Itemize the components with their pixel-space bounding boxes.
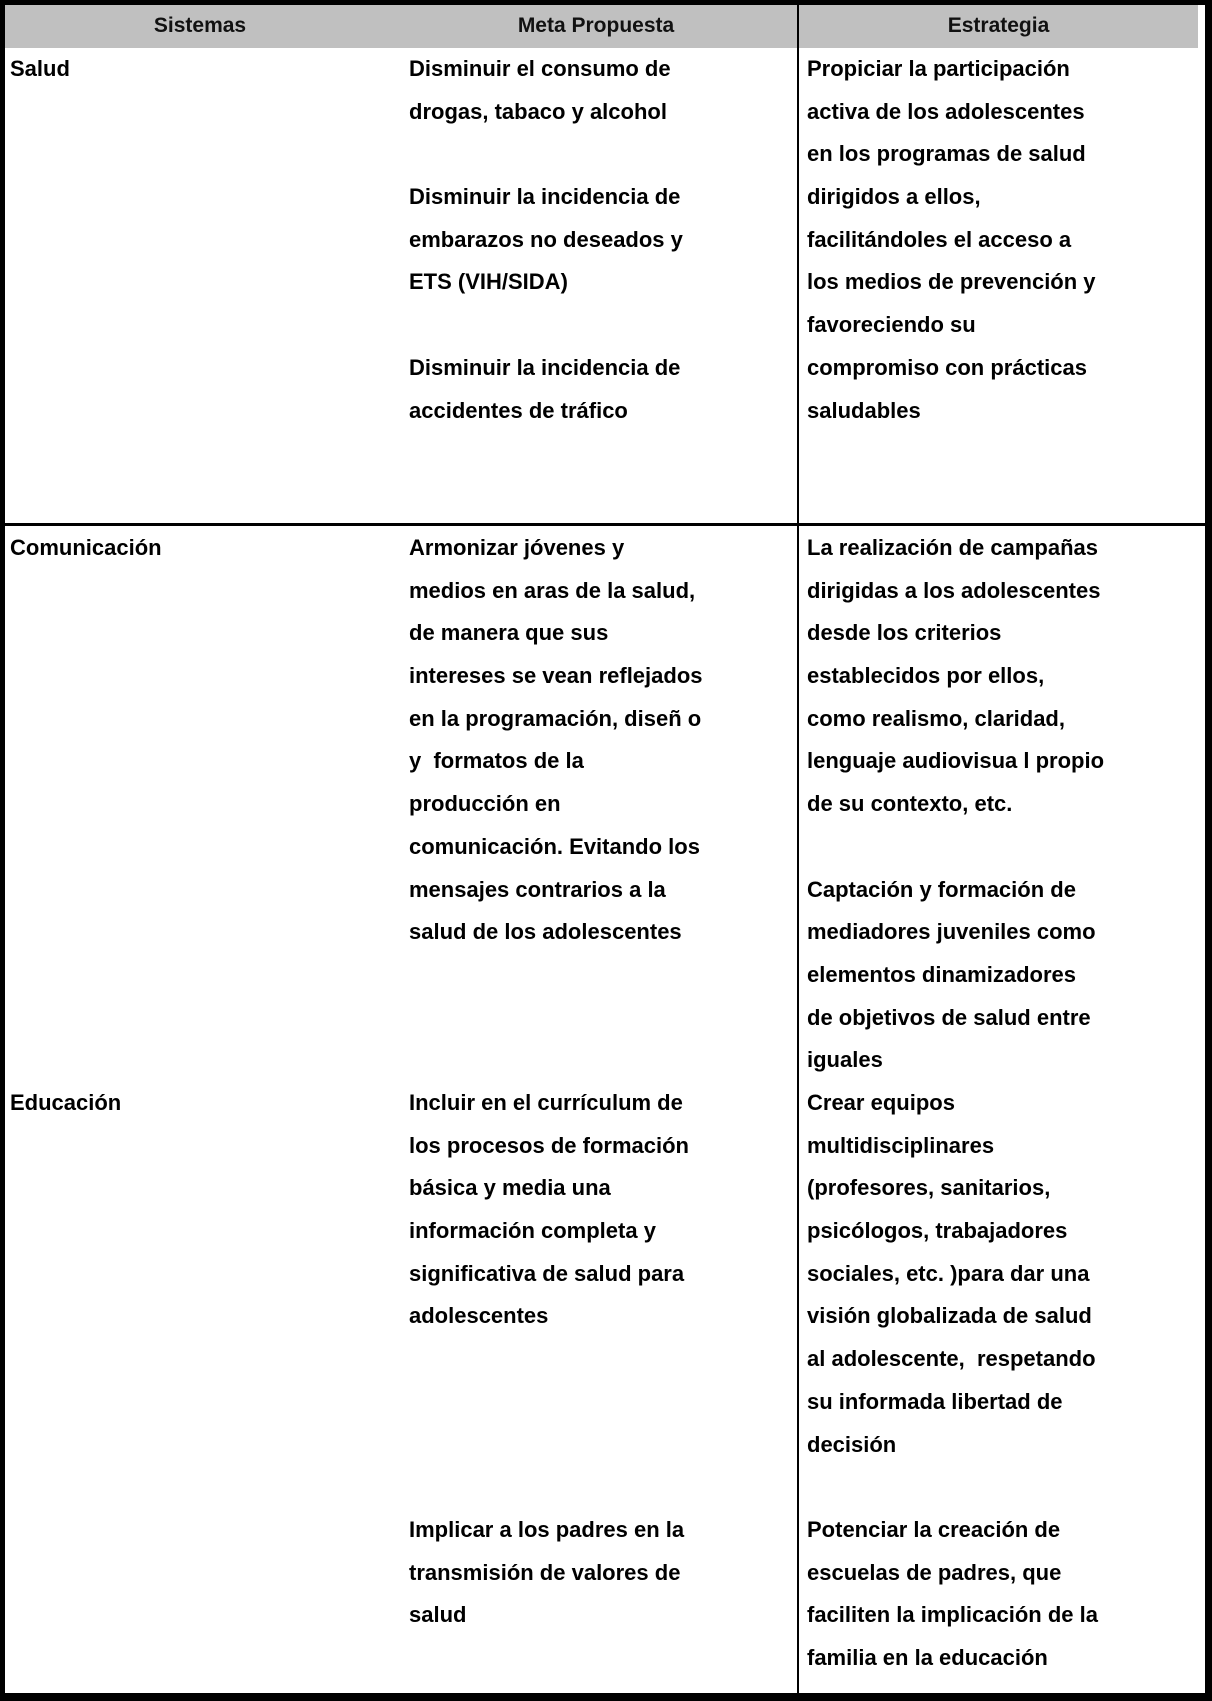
cell-text-line: desde los criterios: [807, 620, 1002, 646]
cell-text-line: drogas, tabaco y alcohol: [409, 98, 667, 124]
cell-text-line: [409, 133, 683, 176]
cell-text-line: en los programas de salud: [807, 141, 1086, 167]
cell-text-line: [409, 1338, 689, 1381]
cell-text-line: intereses se vean reflejados: [409, 663, 703, 689]
cell-text-line: dirigidas a los adolescentes: [807, 577, 1101, 603]
cell-text-line: Propiciar la participación: [807, 56, 1070, 81]
cell-text-line: [807, 1466, 1098, 1509]
cell-text-line: salud: [409, 1602, 467, 1628]
cell-estrategia-salud: [807, 48, 1096, 432]
cell-text-line: de su contexto, etc.: [807, 791, 1013, 817]
cell-meta-educacion: [409, 1082, 689, 1637]
cell-text-line: Implicar a los padres en la: [409, 1516, 685, 1542]
cell-text-line: transmisión de valores de: [409, 1559, 681, 1585]
cell-estrategia-comunicacion: [807, 527, 1104, 1082]
cell-text-line: faciliten la implicación de la: [807, 1602, 1098, 1628]
cell-text-line: comunicación. Evitando los: [409, 833, 700, 859]
cell-text-line: dirigidos a ellos,: [807, 184, 981, 210]
cell-text-line: multidisciplinares: [807, 1132, 995, 1158]
cell-text-line: [409, 1466, 689, 1509]
cell-text-line: establecidos por ellos,: [807, 663, 1045, 689]
cell-text-line: ETS (VIH/SIDA): [409, 269, 568, 295]
cell-estrategia-educacion: [807, 1082, 1098, 1680]
cell-text-line: Disminuir el consumo de: [409, 56, 671, 81]
cell-text-line: de manera que sus: [409, 620, 609, 646]
cell-text-line: adolescentes: [409, 1303, 549, 1329]
cell-text-line: salud de los adolescentes: [409, 919, 682, 945]
cell-text-line: embarazos no deseados y: [409, 226, 683, 252]
cell-text-line: facilitándoles el acceso a: [807, 226, 1072, 252]
cell-text-line: como realismo, claridad,: [807, 705, 1065, 731]
cell-text-line: [409, 304, 683, 347]
cell-text-line: (profesores, sanitarios,: [807, 1175, 1051, 1201]
cell-text-line: [409, 1381, 689, 1424]
cell-text-line: Captación y formación de: [807, 876, 1076, 902]
cell-text-line: Disminuir la incidencia de: [409, 354, 681, 380]
cell-text-line: Crear equipos: [807, 1090, 955, 1115]
cell-text-line: Armonizar jóvenes y: [409, 535, 625, 560]
header-estrategia: Estrategia: [947, 14, 1050, 37]
cell-text-line: favoreciendo su: [807, 312, 976, 338]
cell-text-line: escuelas de padres, que: [807, 1559, 1062, 1585]
cell-text-line: de objetivos de salud entre: [807, 1004, 1091, 1030]
cell-text-line: básica y media una: [409, 1175, 611, 1201]
cell-text-line: medios en aras de la salud,: [409, 577, 696, 603]
header-meta-propuesta: Meta Propuesta: [517, 14, 675, 37]
cell-text-line: [409, 1424, 689, 1467]
cell-text-line: mensajes contrarios a la: [409, 876, 666, 902]
header-sistemas: Sistemas: [153, 14, 247, 37]
cell-sistema-salud: Salud: [10, 56, 70, 81]
cell-text-line: producción en: [409, 791, 561, 817]
cell-meta-comunicacion: [409, 527, 703, 954]
cell-text-line: su informada libertad de: [807, 1388, 1063, 1414]
cell-text-line: Incluir en el currículum de: [409, 1090, 683, 1115]
cell-text-line: los medios de prevención y: [807, 269, 1096, 295]
cell-text-line: sociales, etc. )para dar una: [807, 1260, 1090, 1286]
row-divider: [5, 523, 1205, 526]
cell-text-line: activa de los adolescentes: [807, 98, 1085, 124]
cell-sistema-educacion: Educación: [10, 1090, 122, 1115]
cell-text-line: los procesos de formación: [409, 1132, 689, 1158]
cell-text-line: familia en la educación: [807, 1644, 1048, 1670]
cell-text-line: visión globalizada de salud: [807, 1303, 1092, 1329]
cell-text-line: accidentes de tráfico: [409, 397, 628, 423]
cell-text-line: La realización de campañas: [807, 535, 1099, 560]
column-divider: [797, 5, 799, 1693]
cell-text-line: Disminuir la incidencia de: [409, 184, 681, 210]
cell-text-line: elementos dinamizadores: [807, 961, 1076, 987]
cell-meta-salud: [409, 48, 683, 432]
cell-text-line: mediadores juveniles como: [807, 919, 1096, 945]
cell-text-line: iguales: [807, 1047, 883, 1073]
cell-text-line: en la programación, diseñ o: [409, 705, 702, 731]
cell-text-line: saludables: [807, 397, 921, 423]
cell-text-line: decisión: [807, 1431, 897, 1457]
cell-text-line: lenguaje audiovisua l propio: [807, 748, 1105, 774]
cell-text-line: información completa y: [409, 1218, 656, 1244]
cell-text-line: significativa de salud para: [409, 1260, 685, 1286]
cell-text-line: Potenciar la creación de: [807, 1516, 1061, 1542]
cell-sistema-comunicacion: Comunicación: [10, 535, 162, 560]
cell-text-line: [807, 826, 1104, 869]
cell-text-line: y formatos de la: [409, 748, 584, 774]
cell-text-line: compromiso con prácticas: [807, 354, 1087, 380]
cell-text-line: psicólogos, trabajadores: [807, 1218, 1068, 1244]
cell-text-line: al adolescente, respetando: [807, 1346, 1096, 1372]
